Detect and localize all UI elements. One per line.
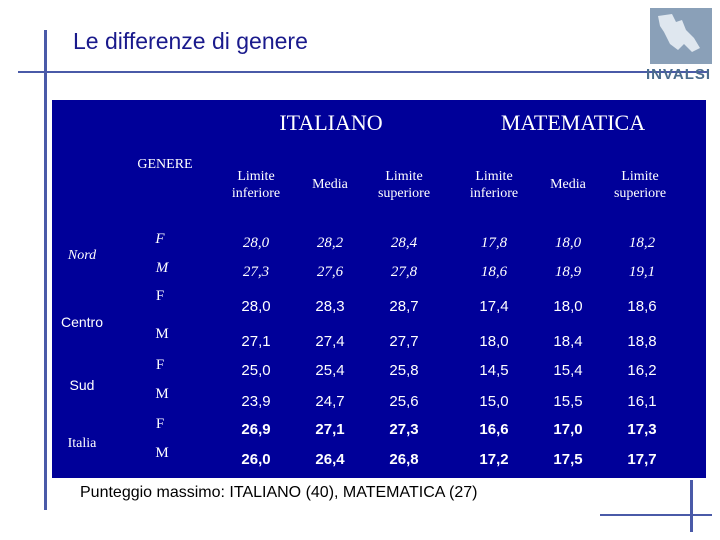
gender-cell: F (155, 416, 165, 432)
value-cell: 15,5 (553, 393, 583, 410)
value-cell: 28,7 (389, 298, 419, 315)
footer-note: Punteggio massimo: ITALIANO (40), MATEMATICA (27) (80, 484, 478, 501)
value-cell: 15,0 (479, 393, 509, 410)
column-header: Media (312, 177, 348, 192)
value-cell: 28,0 (242, 235, 270, 251)
column-header: Limite inferiore (231, 169, 281, 201)
value-cell: 28,0 (241, 298, 271, 315)
gender-cell: M (155, 386, 169, 402)
value-cell: 26,0 (241, 451, 271, 468)
value-cell: 17,8 (480, 235, 508, 251)
value-cell: 16,1 (627, 393, 657, 410)
frame-horizontal-line-bottom (600, 514, 712, 516)
value-cell: 14,5 (479, 362, 509, 379)
value-cell: 18,6 (480, 264, 508, 280)
column-header: Limite superiore (377, 169, 431, 201)
value-cell: 27,8 (390, 264, 418, 280)
value-cell: 18,6 (627, 298, 657, 315)
region-label-sud: Sud (69, 377, 95, 393)
value-cell: 17,0 (553, 421, 583, 438)
gender-cell: M (155, 260, 169, 276)
value-cell: 28,4 (390, 235, 418, 251)
value-cell: 18,8 (627, 333, 657, 350)
column-header: Limite superiore (613, 169, 667, 201)
column-header: Limite inferiore (469, 169, 519, 201)
column-header: Media (550, 177, 586, 192)
value-cell: 25,6 (389, 393, 419, 410)
value-cell: 27,1 (241, 333, 271, 350)
value-cell: 27,4 (315, 333, 345, 350)
value-cell: 28,2 (316, 235, 344, 251)
gender-cell: F (155, 231, 165, 247)
value-cell: 18,4 (553, 333, 583, 350)
region-label-nord: Nord (67, 248, 97, 263)
value-cell: 27,7 (389, 333, 419, 350)
value-cell: 28,3 (315, 298, 345, 315)
value-cell: 26,9 (241, 421, 271, 438)
frame-horizontal-line-top (18, 71, 708, 73)
gender-cell: M (155, 445, 169, 461)
value-cell: 23,9 (241, 393, 271, 410)
value-cell: 16,6 (479, 421, 509, 438)
value-cell: 27,3 (242, 264, 270, 280)
value-cell: 27,6 (316, 264, 344, 280)
value-cell: 27,1 (315, 421, 345, 438)
value-cell: 15,4 (553, 362, 583, 379)
value-cell: 17,3 (627, 421, 657, 438)
subject-header-matematica: MATEMATICA (500, 110, 646, 135)
value-cell: 26,4 (315, 451, 345, 468)
value-cell: 18,9 (554, 264, 582, 280)
value-cell: 26,8 (389, 451, 419, 468)
value-cell: 25,0 (241, 362, 271, 379)
value-cell: 18,0 (479, 333, 509, 350)
value-cell: 25,8 (389, 362, 419, 379)
value-cell: 27,3 (389, 421, 419, 438)
frame-vertical-line-right (690, 480, 693, 532)
value-cell: 19,1 (628, 264, 656, 280)
frame-vertical-line-left (44, 30, 47, 510)
value-cell: 18,0 (554, 235, 582, 251)
subject-header-italiano: ITALIANO (279, 110, 383, 135)
value-cell: 24,7 (315, 393, 345, 410)
value-cell: 17,4 (479, 298, 509, 315)
genere-header: GENERE (137, 157, 193, 172)
gender-cell: F (155, 357, 165, 373)
logo-text: INVALSI (646, 66, 712, 83)
value-cell: 18,0 (553, 298, 583, 315)
value-cell: 17,2 (479, 451, 509, 468)
page-title: Le differenze di genere (73, 28, 308, 54)
invalsi-logo (650, 8, 712, 64)
value-cell: 18,2 (628, 235, 656, 251)
logo-map-icon (650, 8, 712, 64)
value-cell: 17,5 (553, 451, 583, 468)
value-cell: 25,4 (315, 362, 345, 379)
region-label-centro: Centro (60, 314, 104, 330)
value-cell: 17,7 (627, 451, 657, 468)
gender-cell: M (155, 326, 169, 342)
gender-cell: F (155, 288, 165, 304)
region-label-italia: Italia (67, 436, 97, 451)
value-cell: 16,2 (627, 362, 657, 379)
